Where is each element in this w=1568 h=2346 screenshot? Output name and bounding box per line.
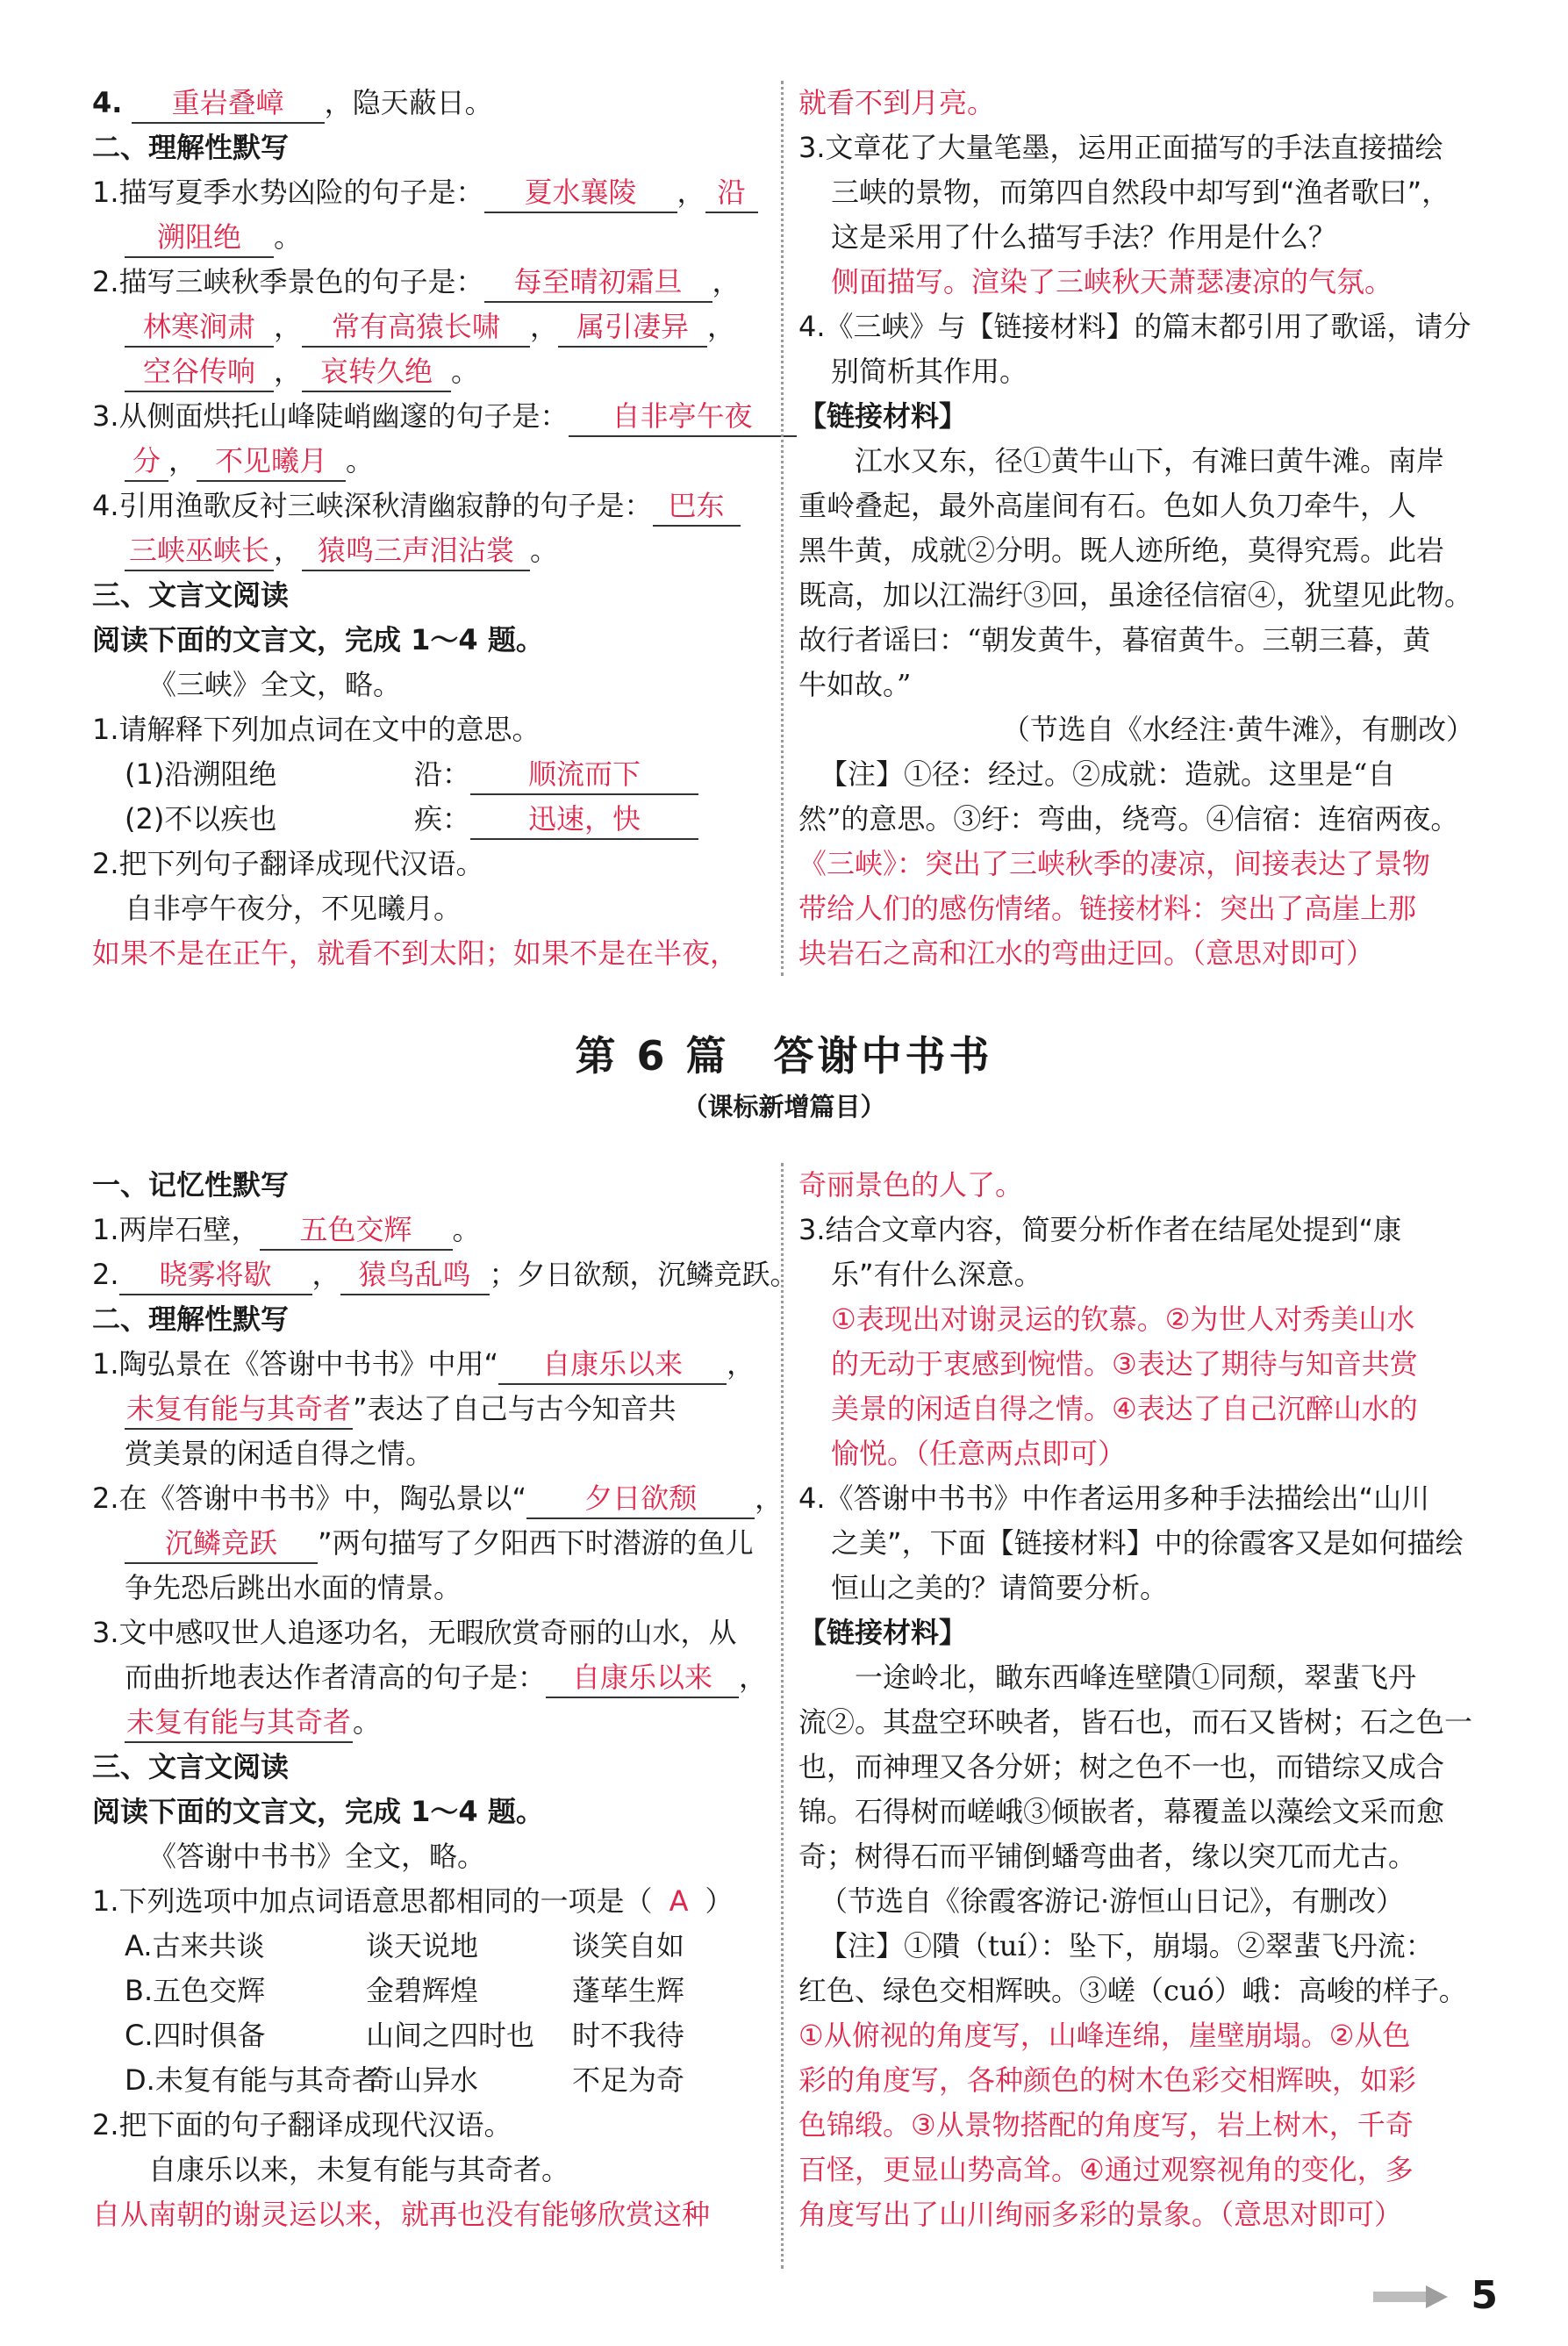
chapter-title: 第 6 篇 答谢中书书 [575, 1032, 993, 1080]
word-item: (1)沿溯阻绝 沿： 顺流而下 [92, 752, 768, 797]
question-line: 4.引用渔歌反衬三峡深秋清幽寂静的句子是： 巴东 [92, 484, 768, 528]
option-row: B.五色交辉 金碧辉煌 蓬荜生辉 [125, 1974, 685, 2007]
question-line: 争先恐后跳出水面的情景。 [125, 1571, 462, 1604]
question-line: 3.结合文章内容，简要分析作者在结尾处提到“康 [798, 1213, 1402, 1246]
full-text-note: 《答谢中书书》全文，略。 [148, 1840, 486, 1873]
passage-line: 奇；树得石而平铺倒蟠弯曲者，缘以突兀而尤古。 [798, 1840, 1417, 1873]
question-line: 赏美景的闲适自得之情。 [125, 1437, 434, 1470]
question-line: 1.请解释下列加点词在文中的意思。 [92, 713, 541, 746]
column-divider [781, 1163, 784, 2269]
link-material-label: 【链接材料】 [798, 1616, 968, 1649]
question-line: 林寒涧肃 ， 常有高猿长啸 ， 属引凄异 ， [92, 305, 768, 349]
question-line: 3.文中感叹世人追逐功名，无暇欣赏奇丽的山水，从 [92, 1616, 737, 1649]
page-number: 5 [1471, 2273, 1498, 2318]
top-left-column [92, 81, 768, 976]
answer-text: 愉悦。（任意两点即可） [831, 1437, 1127, 1470]
note-line: 【注】①隤（tuí）：坠下，崩塌。②翠蜚飞丹流： [820, 1929, 1434, 1962]
question-line: 这是采用了什么描写手法？作用是什么？ [831, 220, 1337, 254]
top-right-column [798, 81, 1474, 976]
answer-text: 《三峡》：突出了三峡秋季的凄凉，间接表达了景物 [798, 847, 1431, 880]
question-line: 2.把下列句子翻译成现代汉语。 [92, 847, 484, 880]
passage-line: 黑牛黄，成就②分明。既人迹所绝，莫得究焉。此岩 [798, 534, 1445, 567]
answer-text: 侧面描写。渲染了三峡秋天萧瑟凄凉的气氛。 [831, 265, 1393, 298]
question-line: 2.描写三峡秋季景色的句子是： 每至晴初霜旦 ， [92, 260, 768, 305]
question-line: 恒山之美的？请简要分析。 [831, 1571, 1169, 1604]
memory-item-4: 4. 重岩叠嶂 ，隐天蔽日。 [92, 81, 768, 126]
bottom-right-column [798, 1163, 1474, 2237]
answer-blank: 分 [125, 441, 168, 482]
answer-text: 就看不到月亮。 [798, 86, 996, 119]
choice-answer: A [669, 1884, 689, 1918]
answer-text: 色锦缎。③从景物搭配的角度写，岩上树木，千奇 [798, 2108, 1414, 2142]
answer-blank: 沉鳞竞跃 [125, 1524, 318, 1564]
answer-text: 块岩石之高和江水的弯曲迂回。（意思对即可） [798, 936, 1375, 970]
answer-text: 角度写出了山川绚丽多彩的景象。（意思对即可） [798, 2198, 1403, 2231]
option-row: C.四时俱备 山间之四时也 时不我待 [125, 2019, 685, 2052]
answer-blank: 夕日欲颓 [526, 1479, 755, 1519]
answer-blank: 迅速，快 [470, 800, 698, 840]
note-line: 【注】①径：经过。②成就：造就。这里是“自 [820, 757, 1396, 791]
question-line: 未复有能与其奇者”表达了自己与古今知音共 [92, 1387, 768, 1431]
question-line: 3.从侧面烘托山峰陡峭幽邃的句子是： 自非亭午夜 [92, 394, 768, 439]
answer-blank: 巴东 [653, 486, 741, 527]
passage-line: 江水又东，径①黄牛山下，有滩曰黄牛滩。南岸 [855, 444, 1445, 477]
section-heading: 三、文言文阅读 [92, 1750, 290, 1783]
option-row: A.古来共谈 谈天说地 谈笑自如 [125, 1929, 685, 1962]
answer-blank: 五色交辉 [260, 1210, 453, 1251]
answer-text: 自从南朝的谢灵运以来，就再也没有能够欣赏这种 [92, 2198, 711, 2231]
answer-blank: 猿鸣三声泪沾裳 [302, 531, 530, 571]
answer-text: 奇丽景色的人了。 [798, 1168, 1024, 1202]
word-item: (2)不以疾也 疾： 迅速，快 [92, 797, 768, 842]
answer-blank: 林寒涧肃 [125, 307, 274, 348]
source-citation: （节选自《水经注·黄牛滩》，有删改） [1001, 713, 1474, 746]
full-text-note: 《三峡》全文，略。 [148, 668, 402, 701]
question-line: 4.《答谢中书书》中作者运用多种手法描绘出“山川 [798, 1481, 1430, 1515]
question-line: 乐”有什么深意。 [831, 1258, 1042, 1291]
answer-blank: 哀转久绝 [302, 352, 451, 392]
answer-text: 百怪，更显山势高耸。④通过观察视角的变化，多 [798, 2153, 1414, 2186]
answer-blank: 自非亭午夜 [569, 397, 797, 437]
passage-line: 既高，加以江湍纡③回，虽途径信宿④，犹望见此物。 [798, 578, 1473, 612]
option-row: D.未复有能与其奇者奇山异水 不足为奇 [125, 2063, 685, 2097]
passage-line: 牛如故。” [798, 668, 912, 701]
answer-blank: 溯阻绝 [125, 218, 274, 258]
answer-blank: 自康乐以来 [546, 1658, 739, 1698]
answer-blank: 属引凄异 [558, 307, 707, 348]
answer-text: 彩的角度写，各种颜色的树木色彩交相辉映，如彩 [798, 2063, 1417, 2097]
memory-item-2: 2. 晓雾将歇 ， 猿鸟乱鸣 ；夕日欲颓，沉鳞竞跃。 [92, 1252, 768, 1297]
column-divider [781, 81, 784, 976]
note-line: 红色、绿色交相辉映。③嵯（cuó）峨：高峻的样子。 [798, 1974, 1467, 2007]
chapter-subtitle: （课标新增篇目） [682, 1092, 886, 1122]
answer-blank: 自康乐以来 [498, 1345, 727, 1385]
answer-blank: 常有高猿长啸 [302, 307, 530, 348]
question-line: 3.文章花了大量笔墨，运用正面描写的手法直接描绘 [798, 131, 1443, 164]
bottom-left-column [92, 1163, 798, 2237]
section-heading: 三、文言文阅读 [92, 578, 290, 612]
question-line: 1.描写夏季水势凶险的句子是： 夏水襄陵 ， 沿 [92, 170, 768, 215]
answer-blank: 每至晴初霜旦 [484, 262, 712, 303]
question-line: 分 ， 不见曦月 。 [92, 439, 768, 484]
question-line: 沉鳞竞跃 ”两句描写了夕阳西下时潜游的鱼儿 [92, 1521, 768, 1566]
answer-text: 带给人们的感伤情绪。链接材料：突出了高崖上那 [798, 892, 1417, 925]
answer-blank: 未复有能与其奇者 [125, 1389, 353, 1430]
answer-blank: 顺流而下 [470, 755, 698, 795]
answer-text: 美景的闲适自得之情。④表达了自己沉醉山水的 [831, 1392, 1418, 1425]
answer-text: ①表现出对谢灵运的钦慕。②为世人对秀美山水 [831, 1302, 1415, 1336]
question-line: 三峡巫峡长 ， 猿鸣三声泪沾裳 。 [92, 528, 768, 573]
answer-blank: 夏水襄陵 [484, 173, 677, 213]
answer-blank: 未复有能与其奇者 [125, 1703, 353, 1743]
note-line: 然”的意思。③纡：弯曲，绕弯。④信宿：连宿两夜。 [798, 802, 1459, 836]
answer-blank: 晓雾将歇 [119, 1255, 312, 1295]
link-material-label: 【链接材料】 [798, 399, 968, 433]
question-line: 2.在《答谢中书书》中，陶弘景以“ 夕日欲颓 ， [92, 1476, 768, 1521]
question-line: 2.把下面的句子翻译成现代汉语。 [92, 2108, 512, 2142]
answer-text: ①从俯视的角度写，山峰连绵，崖壁崩塌。②从色 [798, 2019, 1411, 2052]
reading-intro: 阅读下面的文言文，完成 1～4 题。 [92, 623, 544, 656]
question-line: 溯阻绝 。 [92, 215, 768, 260]
question-line: 之美”，下面【链接材料】中的徐霞客又是如何描绘 [831, 1526, 1464, 1560]
passage-line: 重岭叠起，最外高崖间有石。色如人负刀牵牛，人 [798, 489, 1417, 522]
section-heading: 二、理解性默写 [92, 131, 290, 164]
question-line: 空谷传响 ， 哀转久绝 。 [92, 349, 768, 394]
source-citation: （节选自《徐霞客游记·游恒山日记》，有删改） [820, 1884, 1405, 1918]
answer-blank: 重岩叠嶂 [132, 83, 325, 124]
question-line: 1.陶弘景在《答谢中书书》中用“ 自康乐以来 ， [92, 1342, 768, 1387]
answer-blank: 不见曦月 [197, 441, 346, 482]
answer-text: 如果不是在正午，就看不到太阳；如果不是在半夜， [92, 936, 739, 970]
passage-line: 故行者谣曰：“朝发黄牛，暮宿黄牛。三朝三暮，黄 [798, 623, 1431, 656]
arrow-icon [1373, 2285, 1448, 2308]
source-sentence: 自非亭午夜分，不见曦月。 [125, 892, 462, 925]
question-line: 未复有能与其奇者。 [92, 1700, 768, 1745]
memory-item-1: 1.两岸石壁， 五色交辉 。 [92, 1208, 768, 1252]
passage-line: 流②。其盘空环映者，皆石也，而石又皆树；石之色一 [798, 1705, 1473, 1739]
section-heading: 一、记忆性默写 [92, 1168, 290, 1202]
passage-line: 也，而神理又各分妍；树之色不一也，而错综又成合 [798, 1750, 1445, 1783]
question-line: 4.《三峡》与【链接材料】的篇末都引用了歌谣，请分 [798, 310, 1471, 343]
question-line: 1.下列选项中加点词语意思都相同的一项是（ A ） [92, 1879, 768, 1924]
passage-line: 锦。石得树而嵯峨③倾嵌者，幕覆盖以藻绘文采而愈 [798, 1795, 1445, 1828]
source-sentence: 自康乐以来，未复有能与其奇者。 [148, 2153, 570, 2186]
reading-intro: 阅读下面的文言文，完成 1～4 题。 [92, 1795, 544, 1828]
answer-blank: 猿鸟乱鸣 [340, 1255, 490, 1295]
answer-blank: 沿 [705, 173, 758, 213]
answer-blank: 空谷传响 [125, 352, 274, 392]
answer-text: 的无动于衷感到惋惜。③表达了期待与知音共赏 [831, 1347, 1418, 1381]
passage-line: 一途岭北，瞰东西峰连壁隤①同颓，翠蜚飞丹 [855, 1661, 1417, 1694]
question-line: 别简析其作用。 [831, 355, 1028, 388]
section-heading: 二、理解性默写 [92, 1302, 290, 1336]
question-line: 而曲折地表达作者清高的句子是： 自康乐以来 ， [92, 1655, 768, 1700]
answer-blank: 三峡巫峡长 [125, 531, 274, 571]
question-line: 三峡的景物，而第四自然段中却写到“渔者歌曰”， [831, 176, 1450, 209]
chapter-heading [0, 1027, 1568, 1129]
